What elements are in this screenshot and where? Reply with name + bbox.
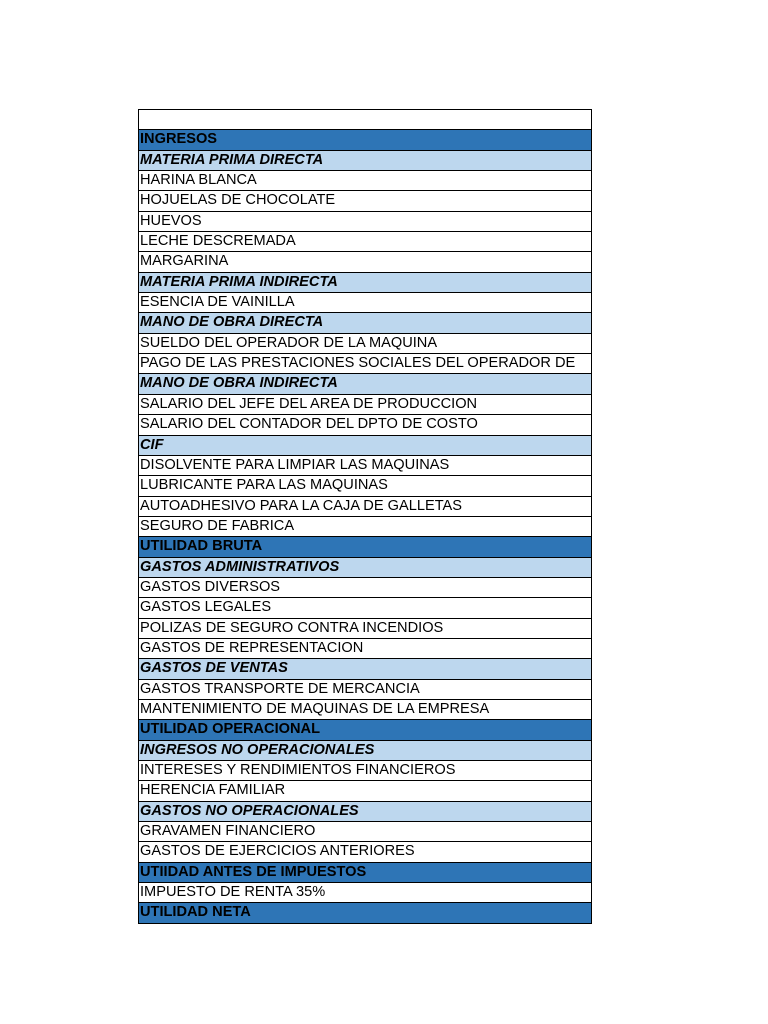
line-item-row: GASTOS TRANSPORTE DE MERCANCIA [139,680,591,700]
subsection-header-row: MATERIA PRIMA INDIRECTA [139,273,591,293]
line-item-row: DISOLVENTE PARA LIMPIAR LAS MAQUINAS [139,456,591,476]
line-item-row: GASTOS DIVERSOS [139,578,591,598]
line-item-row: SUELDO DEL OPERADOR DE LA MAQUINA [139,334,591,354]
section-header-row: UTIIDAD ANTES DE IMPUESTOS [139,863,591,883]
line-item-row: HOJUELAS DE CHOCOLATE [139,191,591,211]
section-header-row: UTILIDAD NETA [139,903,591,923]
line-item-row: ESENCIA DE VAINILLA [139,293,591,313]
line-item-row: HERENCIA FAMILIAR [139,781,591,801]
line-item-row: HUEVOS [139,212,591,232]
line-item-row: MANTENIMIENTO DE MAQUINAS DE LA EMPRESA [139,700,591,720]
income-statement-table [138,109,592,924]
line-item-row: GRAVAMEN FINANCIERO [139,822,591,842]
subsection-header-row: INGRESOS NO OPERACIONALES [139,741,591,761]
line-item-row: GASTOS DE EJERCICIOS ANTERIORES [139,842,591,862]
line-item-row: LUBRICANTE PARA LAS MAQUINAS [139,476,591,496]
line-item-row: AUTOADHESIVO PARA LA CAJA DE GALLETAS [139,497,591,517]
subsection-header-row: MATERIA PRIMA DIRECTA [139,151,591,171]
line-item-row: PAGO DE LAS PRESTACIONES SOCIALES DEL OPERADOR DE [139,354,591,374]
subsection-header-row: GASTOS ADMINISTRATIVOS [139,558,591,578]
line-item-row: SEGURO DE FABRICA [139,517,591,537]
line-item-row: GASTOS DE REPRESENTACION [139,639,591,659]
line-item-row: HARINA BLANCA [139,171,591,191]
subsection-header-row: GASTOS NO OPERACIONALES [139,802,591,822]
section-header-row: UTILIDAD OPERACIONAL [139,720,591,740]
line-item-row: SALARIO DEL JEFE DEL AREA DE PRODUCCION [139,395,591,415]
section-header-row: UTILIDAD BRUTA [139,537,591,557]
subsection-header-row: GASTOS DE VENTAS [139,659,591,679]
section-header-row: INGRESOS [139,130,591,150]
line-item-row: MARGARINA [139,252,591,272]
subsection-header-row: CIF [139,436,591,456]
subsection-header-row: MANO DE OBRA INDIRECTA [139,374,591,394]
line-item-row: IMPUESTO DE RENTA 35% [139,883,591,903]
blank-row [139,110,591,130]
line-item-row: INTERESES Y RENDIMIENTOS FINANCIEROS [139,761,591,781]
line-item-row: GASTOS LEGALES [139,598,591,618]
line-item-row: LECHE DESCREMADA [139,232,591,252]
line-item-row: SALARIO DEL CONTADOR DEL DPTO DE COSTO [139,415,591,435]
line-item-row: POLIZAS DE SEGURO CONTRA INCENDIOS [139,619,591,639]
subsection-header-row: MANO DE OBRA DIRECTA [139,313,591,333]
